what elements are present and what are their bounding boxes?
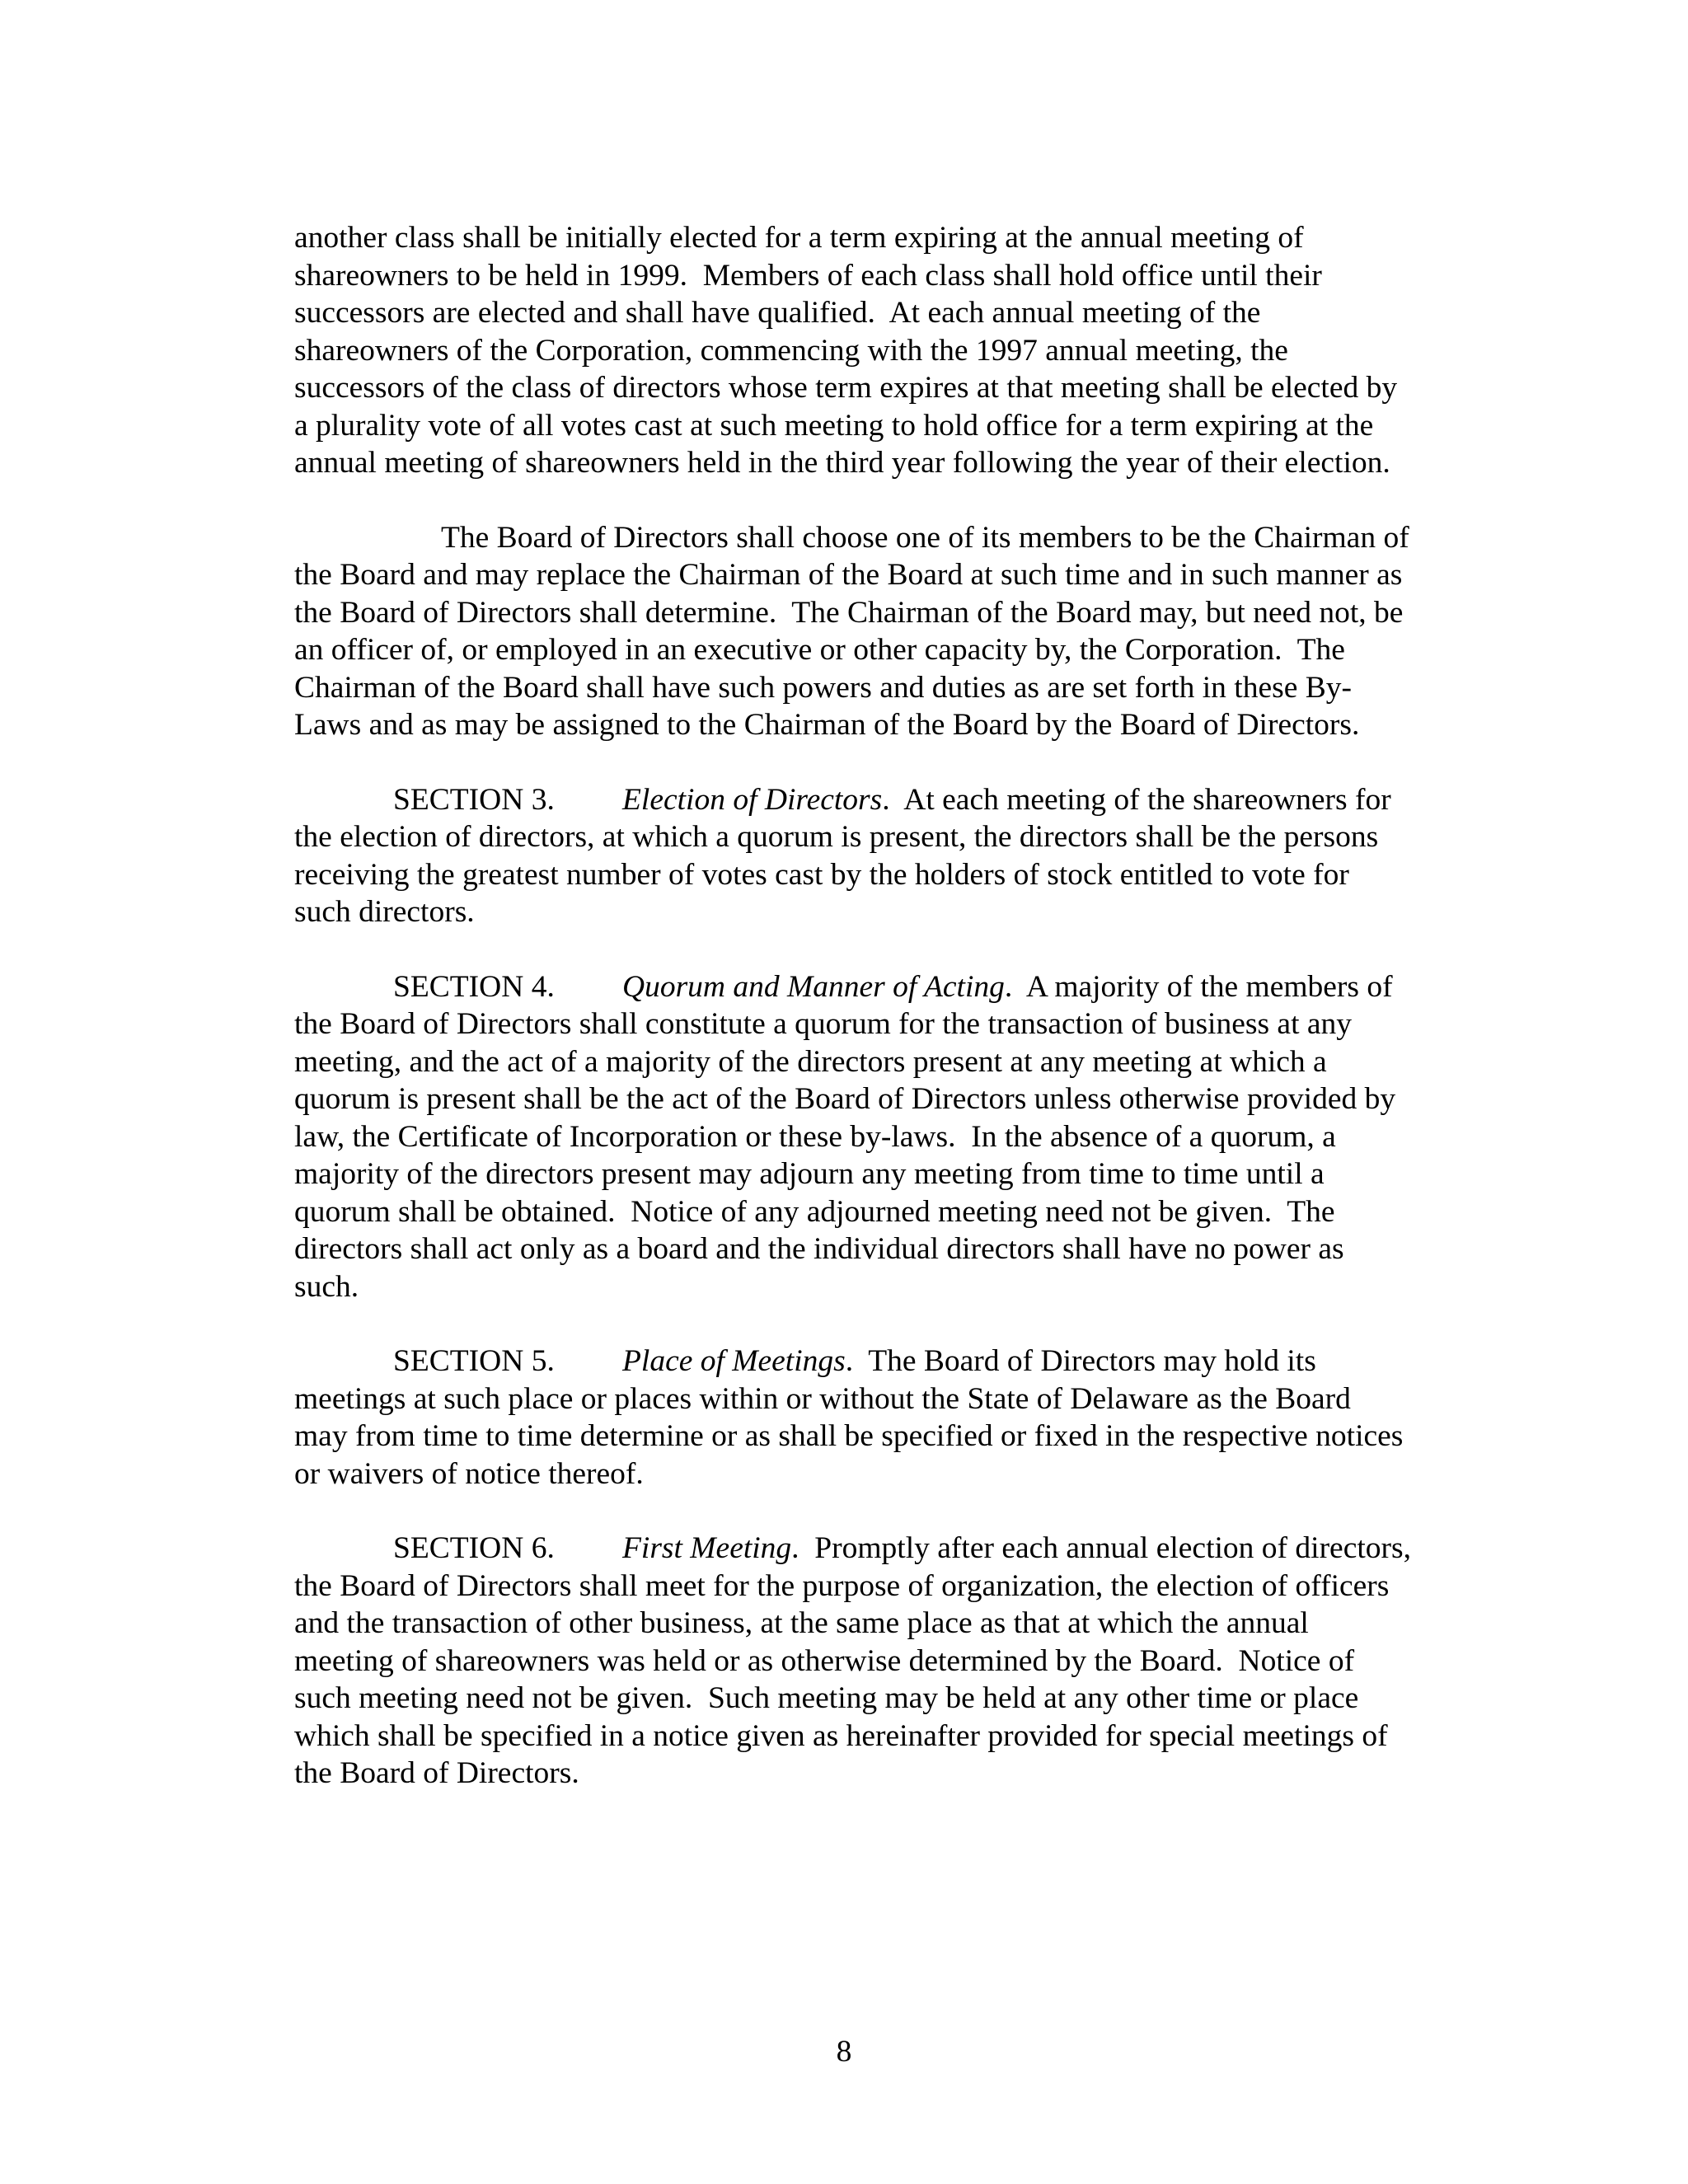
- text-line: a plurality vote of all votes cast at such meeting to hold office for a term expiring at the: [294, 408, 1374, 443]
- paragraph-chairman: [294, 519, 1481, 744]
- text-line: another class shall be initially elected for a term expiring at the annual meeting of: [294, 221, 1304, 255]
- text-line: shareowners of the Corporation, commencing with the 1997 annual meeting, the: [294, 333, 1288, 368]
- section-heading-line: [294, 1530, 1481, 1568]
- section-3: [294, 781, 1481, 931]
- section-6: [294, 1530, 1481, 1793]
- text-line: directors shall act only as a board and the individual directors shall have no power as: [294, 1232, 1344, 1266]
- section-text: . A majority of the members of: [1004, 969, 1393, 1004]
- text-line: shareowners to be held in 1999. Members of each class shall hold office until their: [294, 258, 1322, 293]
- section-title: Quorum and Manner of Acting: [622, 969, 1005, 1004]
- text-line: the Board of Directors.: [294, 1756, 579, 1790]
- section-text: . Promptly after each annual election of directors,: [791, 1531, 1411, 1565]
- text-line: successors are elected and shall have qualified. At each annual meeting of the: [294, 296, 1261, 330]
- text-line: successors of the class of directors whose term expires at that meeting shall be elected by: [294, 371, 1398, 405]
- section-title: Election of Directors: [622, 782, 883, 817]
- text-line: quorum is present shall be the act of the Board of Directors unless otherwise provided by: [294, 1082, 1396, 1116]
- section-number: SECTION 3.: [393, 782, 555, 817]
- section-heading-line: [294, 781, 1481, 819]
- text-line: and the transaction of other business, at the same place as that at which the annual: [294, 1606, 1309, 1640]
- page-number: 8: [836, 2035, 852, 2069]
- section-text: . The Board of Directors may hold its: [845, 1344, 1316, 1378]
- section-number: SECTION 6.: [393, 1531, 555, 1565]
- text-line: such meeting need not be given. Such meeting may be held at any other time or place: [294, 1681, 1359, 1715]
- text-line: the Board of Directors shall constitute a quorum for the transaction of business at any: [294, 1007, 1353, 1041]
- text-line: may from time to time determine or as shall be specified or fixed in the respective notices: [294, 1419, 1404, 1453]
- text-line: quorum shall be obtained. Notice of any adjourned meeting need not be given. The: [294, 1194, 1335, 1229]
- text-line: law, the Certificate of Incorporation or these by-laws. In the absence of a quorum, a: [294, 1119, 1336, 1154]
- text-line: Chairman of the Board shall have such powers and duties as are set forth in these By-: [294, 670, 1352, 705]
- text-line: Laws and as may be assigned to the Chairman of the Board by the Board of Directors.: [294, 708, 1360, 742]
- text-line: receiving the greatest number of votes cast by the holders of stock entitled to vote for: [294, 857, 1349, 892]
- document-body: [294, 219, 1481, 1830]
- text-line: meeting, and the act of a majority of the directors present at any meeting at which a: [294, 1044, 1327, 1079]
- text-line: the Board of Directors shall meet for the purpose of organization, the election of officers: [294, 1568, 1390, 1603]
- section-title: First Meeting: [622, 1531, 792, 1565]
- text-line: the Board and may replace the Chairman of the Board at such time and in such manner as: [294, 558, 1403, 592]
- text-line: meetings at such place or places within or without the State of Delaware as the Board: [294, 1381, 1351, 1416]
- section-number: SECTION 4.: [393, 969, 555, 1004]
- text-line: the election of directors, at which a quorum is present, the directors shall be the persons: [294, 820, 1379, 854]
- section-number: SECTION 5.: [393, 1344, 555, 1378]
- text-line: the Board of Directors shall determine. The Chairman of the Board may, but need not, be: [294, 595, 1404, 630]
- text-line: an officer of, or employed in an executive or other capacity by, the Corporation. The: [294, 633, 1345, 667]
- text-line: which shall be specified in a notice given as hereinafter provided for special meetings of: [294, 1718, 1388, 1753]
- section-4: [294, 968, 1481, 1306]
- section-heading-line: [294, 1343, 1481, 1380]
- text-line: such.: [294, 1269, 359, 1304]
- text-line: annual meeting of shareowners held in the third year following the year of their election.: [294, 446, 1390, 480]
- section-5: [294, 1343, 1481, 1493]
- paragraph-director-classes: [294, 219, 1481, 482]
- section-text: . At each meeting of the shareowners for: [882, 782, 1391, 817]
- text-line: such directors.: [294, 895, 475, 929]
- section-title: Place of Meetings: [622, 1344, 846, 1378]
- section-heading-line: [294, 968, 1481, 1006]
- text-line: majority of the directors present may adjourn any meeting from time to time until a: [294, 1157, 1325, 1191]
- text-line: The Board of Directors shall choose one of its members to be the Chairman of: [441, 520, 1409, 555]
- text-line: or waivers of notice thereof.: [294, 1456, 644, 1491]
- text-line: meeting of shareowners was held or as otherwise determined by the Board. Notice of: [294, 1643, 1355, 1678]
